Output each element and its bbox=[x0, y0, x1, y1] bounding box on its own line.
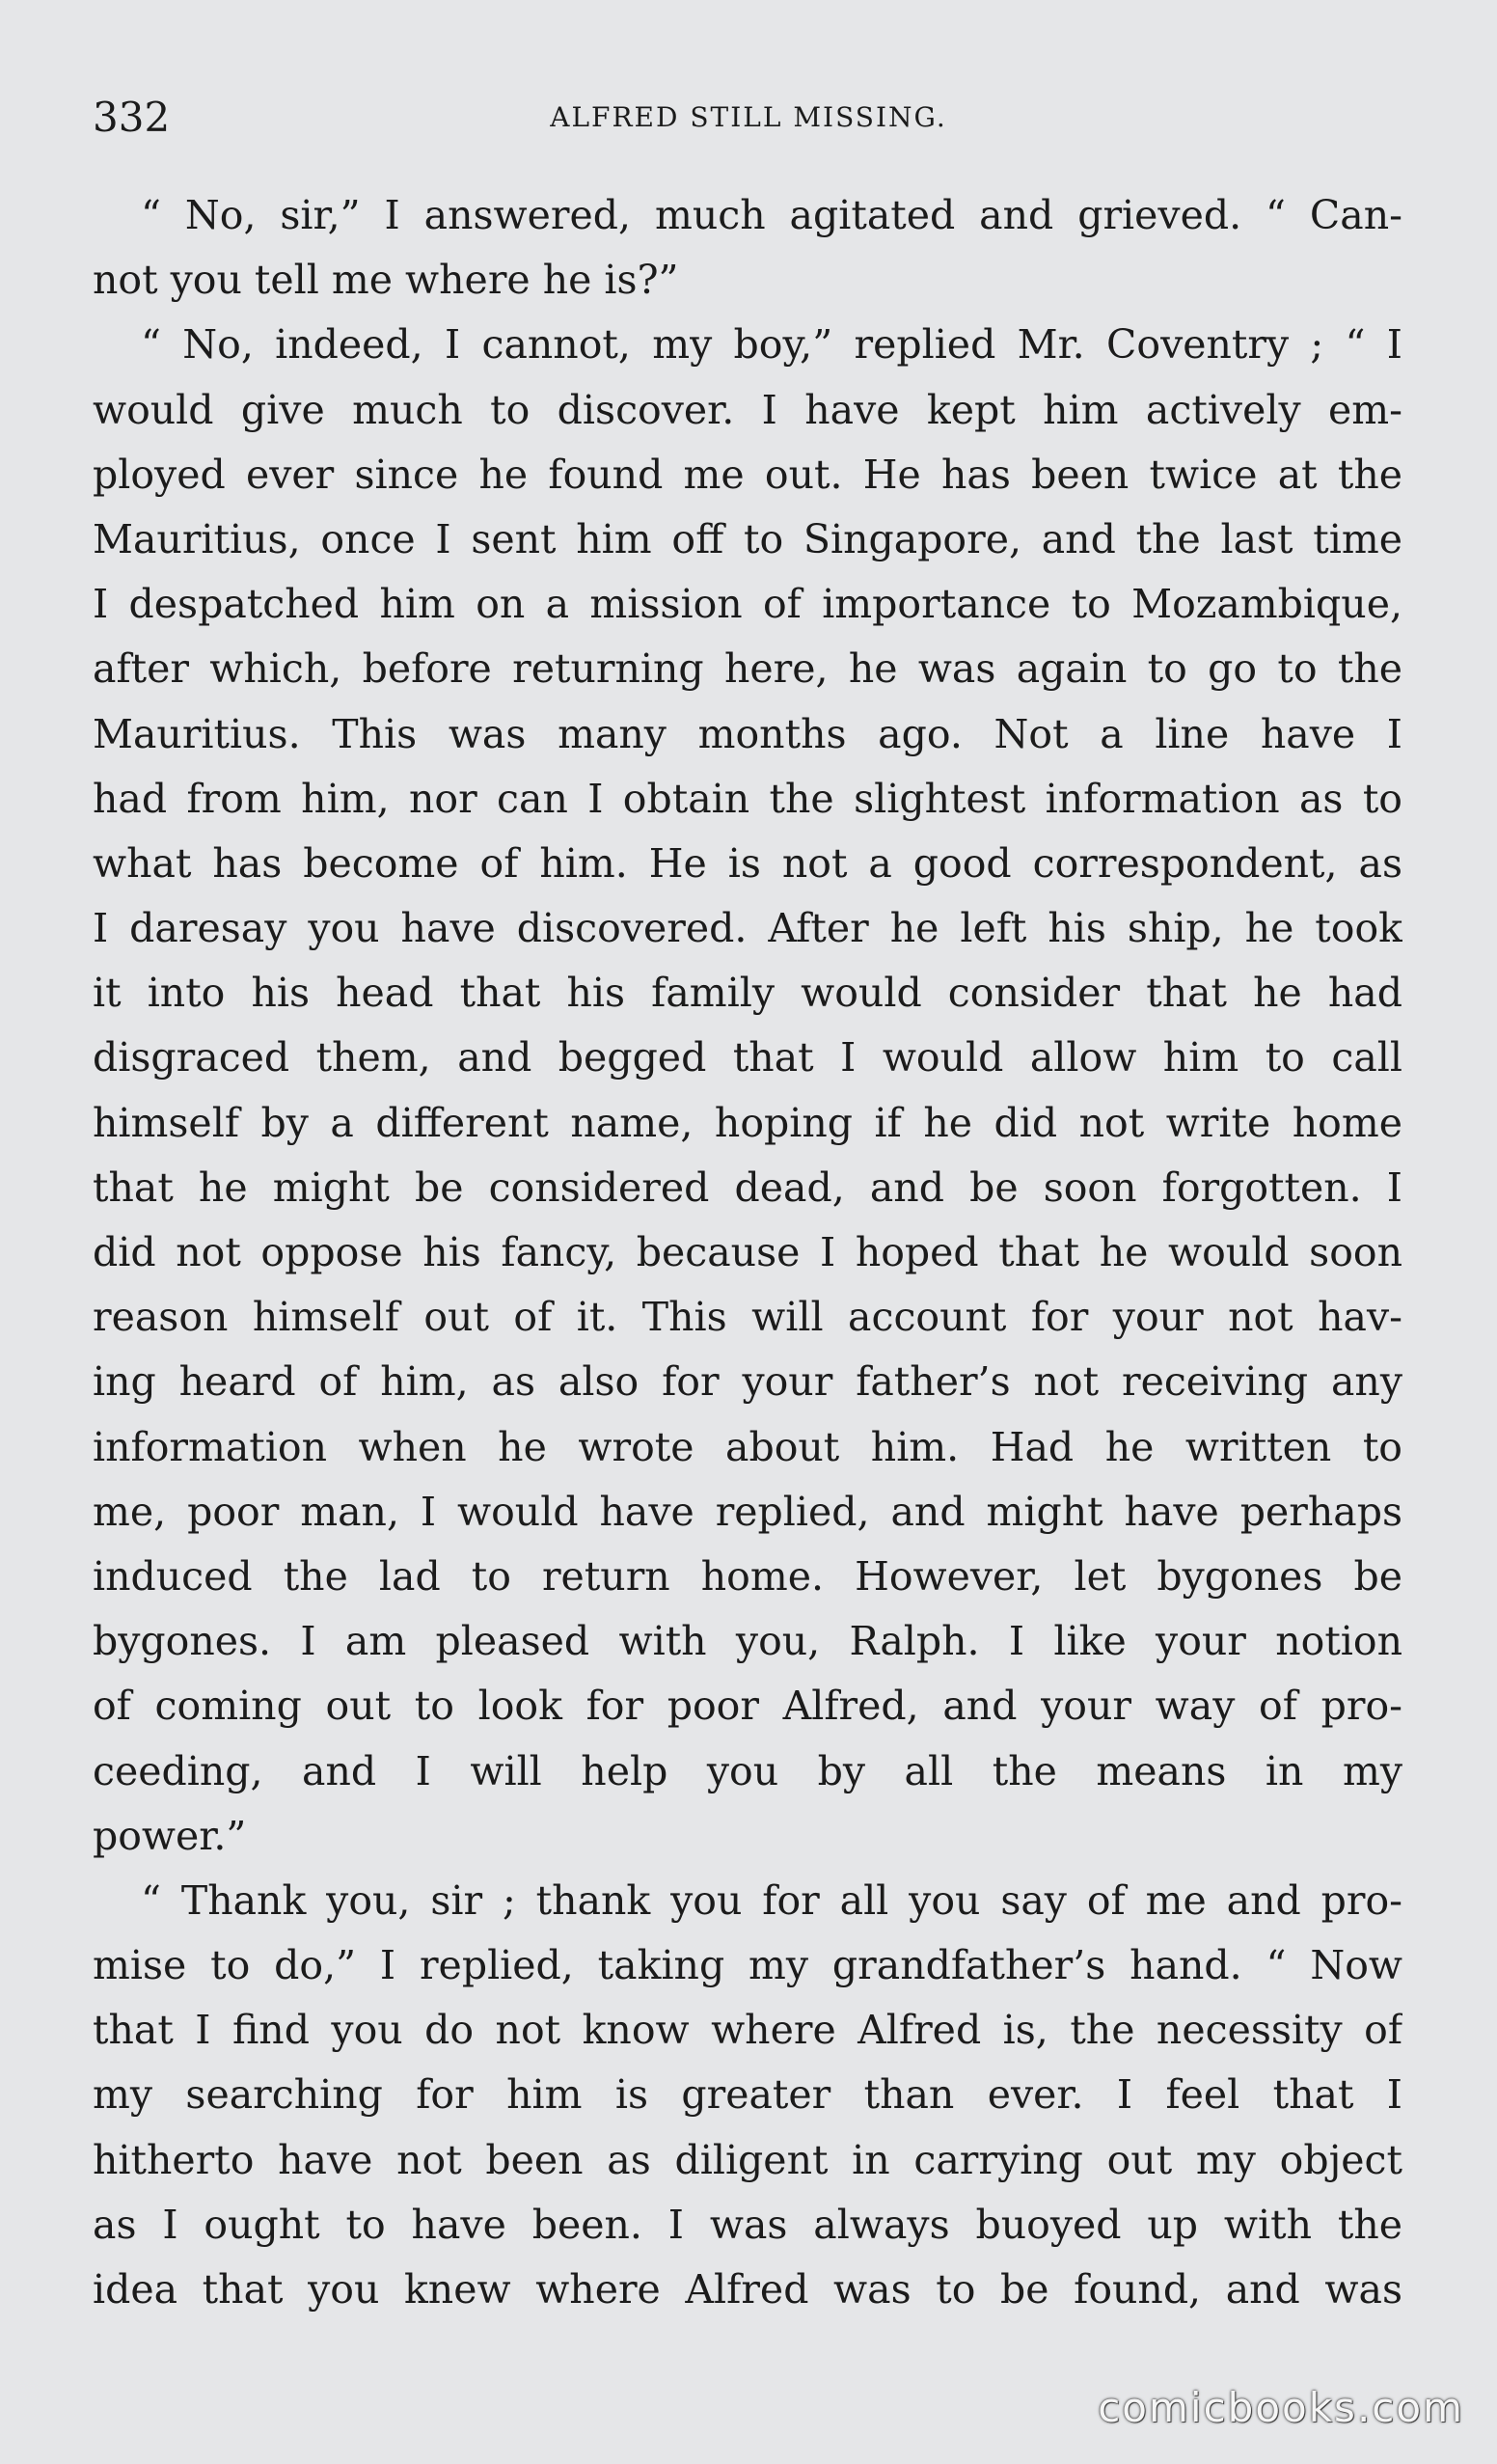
page-number: 332 bbox=[93, 94, 171, 141]
watermark: comicbooks.com bbox=[1098, 2384, 1464, 2431]
text-line: himself by a different name, hoping if he did not write home bbox=[93, 1099, 1402, 1146]
text-line: hitherto have not been as diligent in carrying out my object bbox=[93, 2136, 1402, 2183]
text-line: ployed ever since he found me out. He has been twice at the bbox=[93, 451, 1402, 498]
text-line: ceeding, and I will help you by all the means in my bbox=[93, 1747, 1402, 1794]
text-line: it into his head that his family would consider that he had bbox=[93, 970, 1402, 1017]
text-line: not you tell me where he is?” bbox=[93, 257, 679, 304]
text-line: ing heard of him, as also for your father’s not receiving any bbox=[93, 1358, 1402, 1406]
text-line: “ No, sir,” I answered, much agitated and grieved. “ Can- bbox=[141, 192, 1402, 238]
text-line: “ No, indeed, I cannot, my boy,” replied Mr. Coventry ; “ I bbox=[141, 321, 1402, 369]
text-line: I despatched him on a mission of importance to Mozambique, bbox=[93, 581, 1402, 628]
text-line: after which, before returning here, he was again to go to the bbox=[93, 645, 1402, 693]
text-line: that he might be considered dead, and be soon forgotten. I bbox=[93, 1164, 1402, 1211]
text-line: I daresay you have discovered. After he left his ship, he took bbox=[93, 905, 1402, 952]
text-line: “ Thank you, sir ; thank you for all you say of me and pro- bbox=[141, 1876, 1402, 1924]
text-body bbox=[93, 183, 1402, 2322]
text-line: me, poor man, I would have replied, and might have perhaps bbox=[93, 1488, 1402, 1535]
text-line: bygones. I am pleased with you, Ralph. I like your notion bbox=[93, 1618, 1402, 1665]
text-line: did not oppose his fancy, because I hoped that he would soon bbox=[93, 1229, 1402, 1275]
running-head: ALFRED STILL MISSING. bbox=[550, 101, 947, 133]
text-line: induced the lad to return home. However, let bygones be bbox=[93, 1552, 1402, 1600]
text-line: of coming out to look for poor Alfred, and your way of pro- bbox=[93, 1683, 1402, 1730]
page-header bbox=[93, 89, 1404, 147]
text-line: Mauritius, once I sent him off to Singapore, and the last time bbox=[93, 515, 1402, 562]
text-line: my searching for him is greater than ever. I feel that I bbox=[93, 2071, 1402, 2119]
text-line: mise to do,” I replied, taking my grandfather’s hand. “ Now bbox=[93, 1942, 1402, 1989]
text-line: idea that you knew where Alfred was to be found, and was bbox=[93, 2266, 1402, 2313]
text-line: disgraced them, and begged that I would allow him to call bbox=[93, 1034, 1402, 1081]
text-line: reason himself out of it. This will account for your not hav- bbox=[93, 1294, 1402, 1341]
text-line: as I ought to have been. I was always buoyed up with the bbox=[93, 2201, 1402, 2248]
text-line: information when he wrote about him. Had he written to bbox=[93, 1423, 1402, 1470]
text-line: that I find you do not know where Alfred is, the necessity of bbox=[93, 2007, 1402, 2054]
text-line: would give much to discover. I have kept him actively em- bbox=[93, 386, 1402, 433]
text-line: what has become of him. He is not a good correspondent, as bbox=[93, 839, 1402, 887]
text-line: power.” bbox=[93, 1812, 247, 1859]
text-line: Mauritius. This was many months ago. Not a line have I bbox=[93, 710, 1402, 757]
text-line: had from him, nor can I obtain the slightest information as to bbox=[93, 775, 1402, 822]
